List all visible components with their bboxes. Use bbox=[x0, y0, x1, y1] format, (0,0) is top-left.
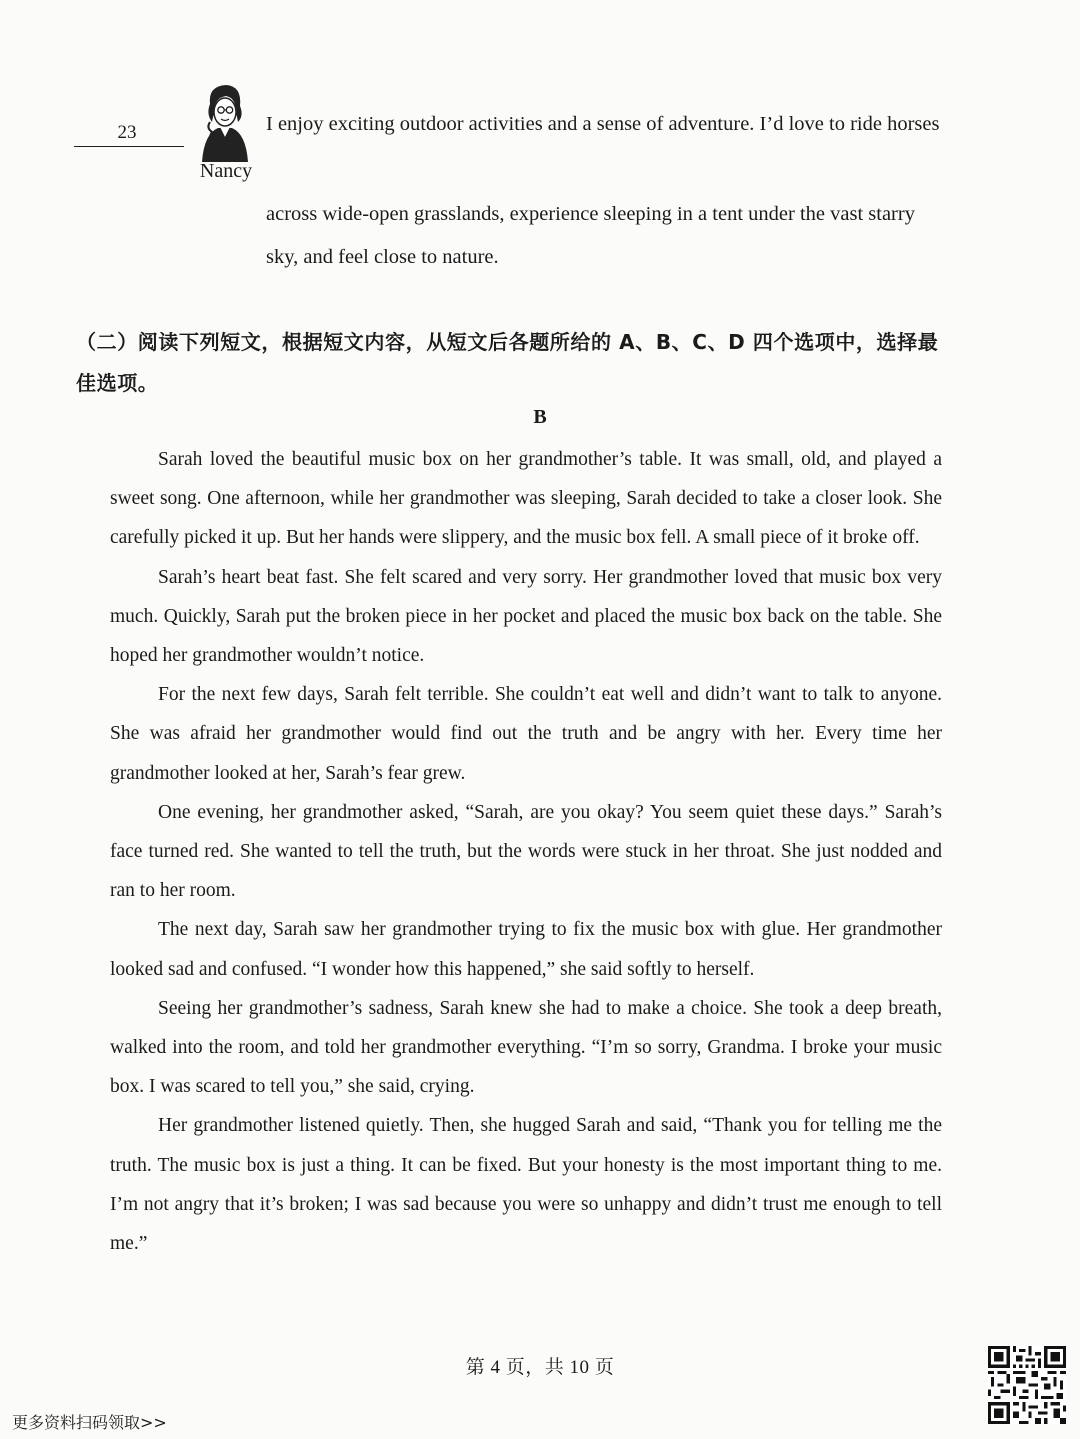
description-line: sky, and feel close to nature. bbox=[266, 246, 499, 268]
passage-label: B bbox=[533, 406, 547, 428]
page-number: 第 4 页，共 10 页 bbox=[465, 1357, 615, 1378]
passage-paragraph: One evening, her grandmother asked, “Sarah, are you okay? You seem quiet these days.” Sarah’s face turned red. She wanted to tell the truth, but the words were stuck in her throat. She just nodded and ran to her room. bbox=[110, 801, 942, 902]
description-line: across wide-open grasslands, experience sleeping in a tent under the vast starry bbox=[266, 203, 915, 225]
answer-blank-23 bbox=[74, 118, 184, 147]
qr-code-icon[interactable] bbox=[988, 1346, 1066, 1424]
reading-passage bbox=[110, 440, 942, 1263]
promo-text[interactable]: 更多资料扫码领取>> bbox=[12, 1413, 167, 1432]
passage-paragraph: Sarah loved the beautiful music box on her grandmother’s table. It was small, old, and played a sweet song. One afternoon, while her grandmother was sleeping, Sarah decided to take a closer look. She carefully picked it up. But her hands were slippery, and the music box fell. A small piece of it broke off. bbox=[110, 449, 942, 549]
passage-paragraph: The next day, Sarah saw her grandmother trying to fix the music box with glue. Her grandmother looked sad and confused. “I wonder how this happened,” she said softly to herself. bbox=[110, 919, 942, 980]
passage-paragraph: Sarah’s heart beat fast. She felt scared and very sorry. Her grandmother loved that music box very much. Quickly, Sarah put the broken piece in her pocket and placed the music box back on the table. She hoped her grandmother wouldn’t notice. bbox=[110, 566, 942, 667]
question-number: 23 bbox=[117, 122, 137, 143]
description-line: I enjoy exciting outdoor activities and a sense of adventure. I’d love to ride horses bbox=[266, 113, 940, 135]
section-instruction: （二）阅读下列短文，根据短文内容，从短文后各题所给的 A、B、C、D 四个选项中，选择最佳选项。 bbox=[76, 330, 939, 395]
girl-portrait-icon bbox=[196, 82, 252, 162]
passage-paragraph: Seeing her grandmother’s sadness, Sarah knew she had to make a choice. She took a deep breath, walked into the room, and told her grandmother everything. “I’m so sorry, Grandma. I broke your music box. I was scared to tell you,” she said, crying. bbox=[110, 997, 942, 1098]
passage-paragraph: For the next few days, Sarah felt terrible. She couldn’t eat well and didn’t want to talk to anyone. She was afraid her grandmother would find out the truth and be angry with her. Every time her grandmother looked at her, Sarah’s fear grew. bbox=[110, 684, 942, 784]
portrait-name: Nancy bbox=[199, 160, 253, 182]
passage-paragraph: Her grandmother listened quietly. Then, she hugged Sarah and said, “Thank you for telling me the truth. The music box is just a thing. It can be fixed. But your honesty is the most important thing to me. I’m not angry that it’s broken; I was sad because you were so unhappy and didn’t trust me enough to tell me.” bbox=[110, 1115, 942, 1255]
